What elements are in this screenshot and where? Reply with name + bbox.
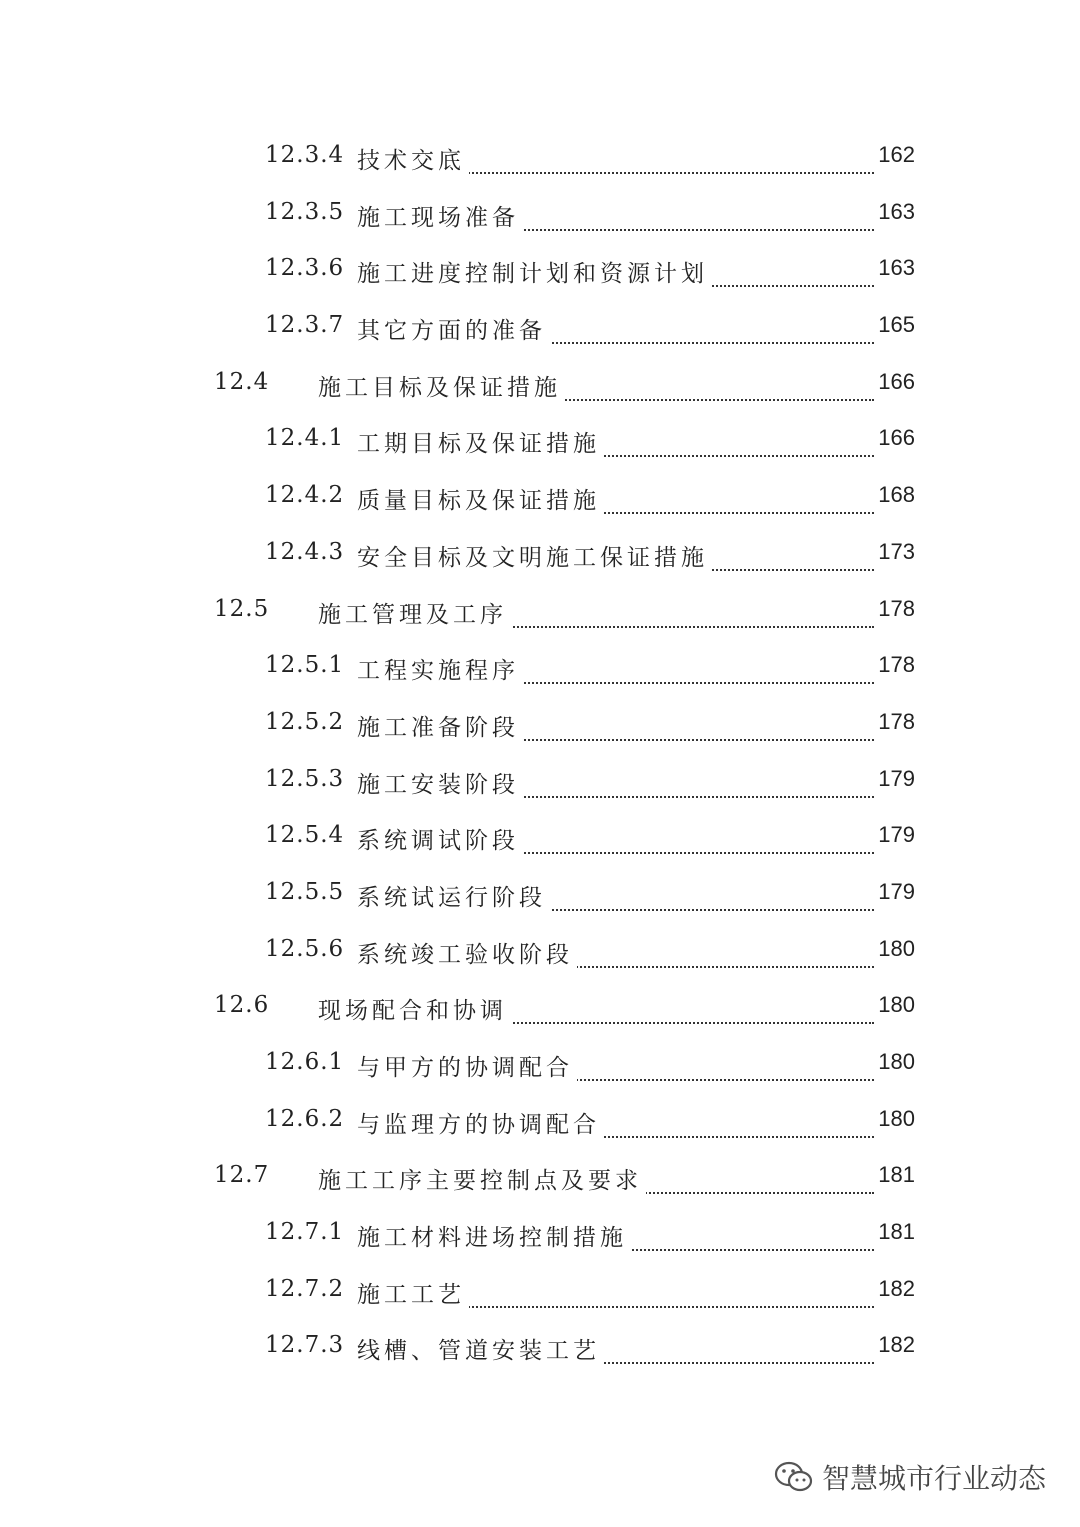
toc-entry-title: 技术交底 — [357, 142, 469, 175]
watermark — [774, 1457, 1046, 1497]
table-of-contents — [0, 130, 1080, 1377]
toc-entry-number: 12.6.2 — [265, 1105, 345, 1132]
toc-entry-title: 工程实施程序 — [357, 652, 523, 685]
toc-entry-number: 12.4.2 — [265, 482, 345, 509]
toc-entry-number: 12.3.4 — [265, 142, 345, 168]
toc-entry-page-number: 182 — [878, 1332, 915, 1358]
toc-entry-page-number: 165 — [878, 312, 915, 338]
toc-entry-title: 施工安装阶段 — [357, 766, 523, 799]
toc-entry-page-number: 182 — [878, 1275, 915, 1301]
toc-entry-number: 12.6.1 — [265, 1049, 345, 1075]
toc-entry-page-number: 173 — [878, 538, 915, 564]
toc-entry-number: 12.5.1 — [265, 652, 345, 679]
toc-entry[interactable] — [0, 1037, 1080, 1094]
toc-entry-page-number: 180 — [878, 1049, 915, 1074]
toc-entry-title: 施工现场准备 — [357, 199, 523, 232]
wechat-icon — [774, 1460, 814, 1494]
toc-entry[interactable] — [0, 470, 1080, 527]
toc-entry[interactable] — [0, 1207, 1080, 1264]
toc-entry-number: 12.5.6 — [265, 935, 345, 962]
toc-entry-page-number: 180 — [878, 1105, 915, 1131]
toc-entry-number: 12.3.7 — [265, 312, 345, 339]
toc-entry-number: 12.6 — [214, 992, 270, 1019]
toc-entry[interactable] — [0, 413, 1080, 470]
toc-entry-title: 系统试运行阶段 — [357, 879, 550, 912]
toc-entry-page-number: 178 — [878, 708, 915, 734]
toc-entry-page-number: 178 — [878, 595, 915, 621]
toc-entry[interactable] — [0, 1320, 1080, 1377]
toc-entry-page-number: 179 — [878, 765, 915, 791]
toc-entry-number: 12.5 — [214, 595, 270, 622]
toc-entry-title: 施工工序主要控制点及要求 — [318, 1162, 646, 1195]
toc-entry[interactable] — [0, 1264, 1080, 1321]
toc-entry[interactable] — [0, 300, 1080, 357]
toc-entry-number: 12.4 — [214, 368, 270, 395]
toc-entry[interactable] — [0, 243, 1080, 300]
toc-entry-title: 质量目标及保证措施 — [357, 482, 604, 515]
toc-entry-number: 12.7 — [214, 1162, 270, 1189]
toc-entry-title: 系统竣工验收阶段 — [357, 936, 577, 969]
toc-entry-page-number: 180 — [878, 992, 915, 1018]
toc-entry-title: 工期目标及保证措施 — [357, 425, 604, 458]
toc-entry-page-number: 166 — [878, 368, 915, 394]
toc-entry-number: 12.4.3 — [265, 538, 345, 565]
toc-entry-title: 现场配合和协调 — [318, 992, 511, 1025]
toc-entry-title: 施工材料进场控制措施 — [357, 1219, 631, 1252]
toc-entry[interactable] — [0, 697, 1080, 754]
toc-entry-page-number: 181 — [878, 1162, 915, 1188]
toc-entry-page-number: 162 — [878, 142, 915, 167]
toc-entry-page-number: 163 — [878, 255, 915, 281]
toc-entry[interactable] — [0, 924, 1080, 981]
toc-entry[interactable] — [0, 754, 1080, 811]
toc-entry-title: 与甲方的协调配合 — [357, 1049, 577, 1082]
toc-entry-number: 12.7.1 — [265, 1219, 345, 1246]
toc-entry-page-number: 179 — [878, 822, 915, 848]
toc-entry-title: 其它方面的准备 — [357, 312, 550, 345]
toc-entry[interactable] — [0, 810, 1080, 867]
toc-entry-page-number: 181 — [878, 1219, 915, 1245]
toc-entry-number: 12.7.3 — [265, 1332, 345, 1359]
toc-entry-title: 施工管理及工序 — [318, 596, 511, 629]
toc-entry-title: 施工工艺 — [357, 1276, 469, 1309]
toc-entry[interactable] — [0, 640, 1080, 697]
toc-entry-title: 施工目标及保证措施 — [318, 369, 565, 402]
toc-entry-title: 系统调试阶段 — [357, 822, 523, 855]
toc-entry[interactable] — [0, 357, 1080, 414]
toc-entry-page-number: 179 — [878, 878, 915, 904]
toc-entry-page-number: 178 — [878, 652, 915, 678]
toc-entry[interactable] — [0, 980, 1080, 1037]
toc-entry-page-number: 168 — [878, 482, 915, 508]
toc-entry-number: 12.3.5 — [265, 198, 345, 225]
toc-entry[interactable] — [0, 130, 1080, 187]
toc-entry[interactable] — [0, 527, 1080, 584]
toc-entry-title: 与监理方的协调配合 — [357, 1106, 604, 1139]
toc-entry-number: 12.5.5 — [265, 878, 345, 905]
toc-entry-page-number: 180 — [878, 935, 915, 961]
toc-entry-number: 12.3.6 — [265, 255, 345, 282]
toc-entry-number: 12.7.2 — [265, 1275, 345, 1302]
watermark-text: 智慧城市行业动态 — [821, 1462, 1046, 1495]
toc-entry-page-number: 163 — [878, 198, 915, 224]
toc-entry-number: 12.5.3 — [265, 765, 345, 792]
toc-entry[interactable] — [0, 584, 1080, 641]
toc-entry-title: 施工准备阶段 — [357, 709, 523, 742]
toc-entry[interactable] — [0, 1094, 1080, 1151]
toc-entry-title: 线槽、管道安装工艺 — [357, 1332, 604, 1365]
toc-entry-number: 12.5.2 — [265, 708, 345, 735]
toc-entry-number: 12.5.4 — [265, 822, 345, 849]
toc-entry-title: 施工进度控制计划和资源计划 — [357, 255, 712, 288]
toc-entry[interactable] — [0, 1150, 1080, 1207]
toc-entry-number: 12.4.1 — [265, 425, 345, 452]
toc-entry-page-number: 166 — [878, 425, 915, 451]
toc-entry-title: 安全目标及文明施工保证措施 — [357, 539, 712, 572]
toc-entry[interactable] — [0, 867, 1080, 924]
toc-entry[interactable] — [0, 187, 1080, 244]
